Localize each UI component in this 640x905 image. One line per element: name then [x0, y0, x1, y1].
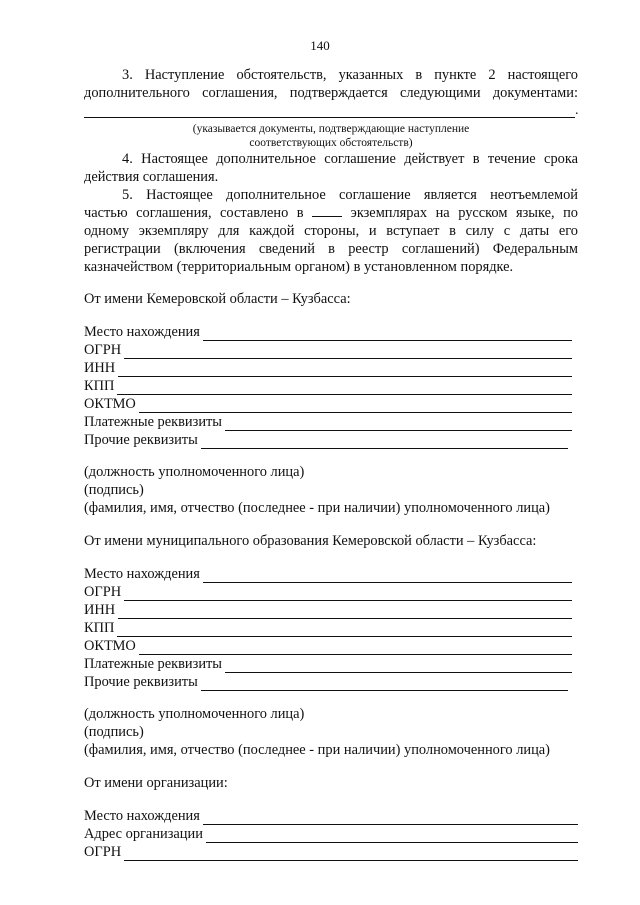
section2-heading: От имени муниципального образования Кемеровской области – Кузбасса:: [84, 533, 537, 549]
s2-field-kpp: КПП: [84, 619, 572, 637]
s3-field-ogrn: ОГРН: [84, 843, 578, 861]
s1-field-location: Место нахождения: [84, 323, 572, 341]
s1-field-oktmo: ОКТМО: [84, 395, 572, 413]
section1-heading: От имени Кемеровской области – Кузбасса:: [84, 291, 351, 307]
s2-position: (должность уполномоченного лица): [84, 706, 305, 722]
s1-field-other: Прочие реквизиты: [84, 431, 568, 449]
p5-line2: [84, 204, 578, 222]
documents-blank-line: [84, 117, 575, 118]
p5-line5: казначейством (территориальным органом) в установленном порядке.: [84, 259, 514, 275]
p3-note-line1: (указывается документы, подтверждающие наступление: [192, 123, 470, 135]
s1-field-ogrn: ОГРН: [84, 341, 572, 359]
s2-field-payment: Платежные реквизиты: [84, 655, 572, 673]
s1-field-payment: Платежные реквизиты: [84, 413, 572, 431]
s2-fullname: (фамилия, имя, отчество (последнее - при наличии) уполномоченного лица): [84, 742, 550, 758]
p3-end-mark: .: [575, 103, 579, 118]
page-number: 140: [310, 38, 330, 53]
p3-line1: 3. Наступление обстоятельств, указанных в пункте 2 настоящего: [122, 67, 578, 83]
s2-field-location: Место нахождения: [84, 565, 572, 583]
p4-line2: действия соглашения.: [84, 169, 219, 185]
p5-line1: 5. Настоящее дополнительное соглашение является неотъемлемой: [122, 187, 578, 203]
section3-heading: От имени организации:: [84, 775, 228, 791]
s2-signature: (подпись): [84, 724, 144, 740]
p5-line2a: частью соглашения, составлено в: [84, 205, 304, 221]
p5-line3: одному экземпляру для каждой стороны, и вступает в силу с даты его: [84, 223, 578, 239]
s1-fullname: (фамилия, имя, отчество (последнее - при наличии) уполномоченного лица): [84, 500, 550, 516]
s1-field-kpp: КПП: [84, 377, 572, 395]
p4-line1: 4. Настоящее дополнительное соглашение действует в течение срока: [122, 151, 578, 167]
p5-line4: регистрации (включения сведений в реестр соглашений) Федеральным: [84, 241, 578, 257]
s1-signature: (подпись): [84, 482, 144, 498]
s1-field-inn: ИНН: [84, 359, 572, 377]
s3-field-address: Адрес организации: [84, 825, 578, 843]
s2-field-inn: ИНН: [84, 601, 572, 619]
s2-field-ogrn: ОГРН: [84, 583, 572, 601]
copies-blank: [312, 204, 342, 217]
p5-line2b: экземплярах на русском языке, по: [350, 205, 578, 221]
p3-line2: дополнительного соглашения, подтверждается следующими документами:: [84, 85, 578, 101]
s1-position: (должность уполномоченного лица): [84, 464, 305, 480]
p3-note-line2: соответствующих обстоятельств): [249, 137, 413, 149]
s2-field-oktmo: ОКТМО: [84, 637, 572, 655]
s3-field-location: Место нахождения: [84, 807, 578, 825]
s2-field-other: Прочие реквизиты: [84, 673, 568, 691]
